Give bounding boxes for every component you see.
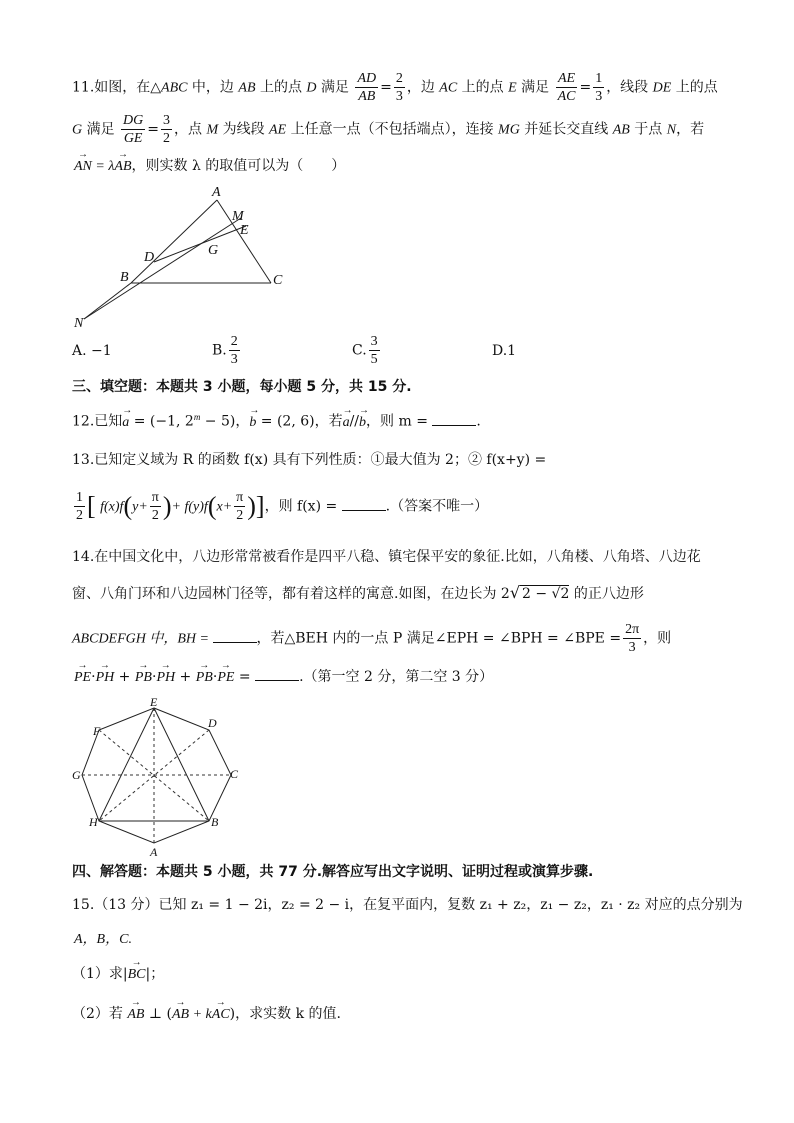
q11-text: AE <box>269 122 287 138</box>
segment-eb <box>154 708 209 821</box>
q12-line: 12.已知→ a = (−1, $2^m - 5$)，→ b = (2, 6)，若→ a//→ b，则 m = . <box>72 407 481 433</box>
answer-blank[interactable] <box>213 628 257 643</box>
vector-ph: → PH <box>96 668 115 688</box>
vector-ab: → AB <box>114 157 131 177</box>
q11-line2 <box>72 112 704 147</box>
fraction-3-2: $\frac{3}{2}$ <box>163 113 170 146</box>
fraction-dg-ge: $\frac{DG}{GE}$ <box>123 113 144 146</box>
vector-a: → a <box>122 413 129 433</box>
q11-text: = <box>147 121 159 138</box>
q15-line1: 15.（13 分）已知 z₁ = 1 − 2i，z₂ = 2 − i，在复平面内，复数 z₁ + z₂，z₁ − z₂，z₁ · z₂ 对应的点分别为 <box>72 897 743 913</box>
label-b: B <box>211 815 219 829</box>
section-4-heading: 四、解答题：本题共 5 小题，共 77 分.解答应写出文字说明、证明过程或演算步骤. <box>72 864 594 880</box>
vector-b: → b <box>359 413 366 433</box>
answer-blank[interactable] <box>255 666 299 681</box>
vector-pb: → PB <box>196 668 213 688</box>
q11-text: AB <box>612 122 630 138</box>
label-f: F <box>93 724 101 738</box>
label-e: E <box>240 223 249 238</box>
vector-ph: → PH <box>156 668 175 688</box>
q11-text: 于点 <box>629 121 667 138</box>
q11-text: D <box>306 80 317 96</box>
answer-blank[interactable] <box>432 411 476 426</box>
q11-text: 上的点 <box>671 79 718 96</box>
q15-part2: （2）若 → AB ⊥ (→ AB + k→ AC)，求实数 k 的值. <box>72 1004 341 1025</box>
label-c: C <box>230 767 239 781</box>
q11-text: ，线段 <box>606 79 653 96</box>
q11-text: ABC <box>161 80 188 96</box>
option-d[interactable]: D.1 <box>492 343 517 359</box>
q11-text: MG <box>498 122 520 138</box>
octagon-figure <box>66 696 256 860</box>
label-h: H <box>89 815 98 829</box>
label-c: C <box>273 273 283 288</box>
q14-line4: → PE·→ PH + → PB·→ PH + → PB·→ PE = .（第一空 2 分，第二空 3 分） <box>74 666 493 688</box>
q15-part1: （1）求|→ BC|； <box>72 964 164 985</box>
segment-eh <box>99 708 154 821</box>
q11-text: 满足 <box>516 79 550 96</box>
vector-bc: → BC <box>128 965 146 985</box>
option-c[interactable]: C. $\frac{3}{5}$ <box>352 334 378 367</box>
q11-text: = <box>380 79 392 96</box>
q13-line2: $\frac{1}{2}$ [ f(x)f(y+ $\frac{\pi}{2}$ )+ f(y)f(x+ $\frac{\pi}{2}$ )]，则 f(x) = .（答案不唯一） <box>76 490 489 523</box>
vector-pe: → PE <box>74 668 91 688</box>
q11-text: AB <box>238 80 256 96</box>
q14-line3: ABCDEFGH 中，BH = ，若△BEH 内的一点 P 满足∠EPH = ∠BPH = ∠BPE = $\frac{2\pi}{3}$ ，则 <box>72 622 672 655</box>
label-g: G <box>208 243 219 258</box>
label-b: B <box>120 270 129 285</box>
option-a[interactable]: A. −1 <box>72 343 112 359</box>
fraction-ae-ac: $\frac{AE}{AC}$ <box>557 71 576 104</box>
segment-ac <box>217 200 271 283</box>
q11-text: ，点 <box>174 121 207 138</box>
q11-text: = <box>579 79 592 96</box>
label-a: A <box>212 185 221 200</box>
q11-text: 满足 <box>316 79 349 96</box>
fraction-ad-ab: $\frac{AD}{AB}$ <box>357 71 377 104</box>
q11-text: 11.如图，在△ <box>72 79 162 96</box>
vector-ab: → AB <box>127 1005 144 1025</box>
section-3-heading: 三、填空题：本题共 3 小题，每小题 5 分，共 15 分. <box>72 379 412 395</box>
label-n: N <box>74 316 84 331</box>
q11-text: ，边 <box>406 79 440 96</box>
label-e: E <box>150 696 158 709</box>
label-d: D <box>144 250 155 265</box>
label-g: G <box>72 768 81 782</box>
q14-line2: 窗、八角门环和八边园林门径等，都有着这样的寓意.如图，在边长为 2√ 2 − √2 的正八边形 <box>72 583 644 602</box>
q11-text: 上任意一点（不包括端点），连接 <box>286 121 499 138</box>
q11-text: 中，边 <box>187 79 239 96</box>
q11-text: DE <box>652 80 672 96</box>
label-m: M <box>232 209 244 224</box>
answer-blank[interactable] <box>342 496 386 511</box>
fraction-2-3: $\frac{2}{3}$ <box>395 71 403 104</box>
label-a: A <box>150 845 158 859</box>
q11-text: AC <box>439 80 458 96</box>
q11-line3 <box>74 156 345 177</box>
vector-pe: → PE <box>217 668 234 688</box>
q11-text: G <box>72 122 83 138</box>
q13-line1: 13.已知定义域为 R 的函数 f(x) 具有下列性质：①最大值为 2；② f(x+y) = <box>72 452 547 468</box>
q11-text: = λ <box>91 159 115 174</box>
q14-line1: 14.在中国文化中，八边形常常被看作是四平八稳、镇宅保平安的象征.比如，八角楼、八角塔、八边花 <box>72 549 701 565</box>
q11-text: ，则实数 λ 的取值可以为（ ） <box>131 158 346 174</box>
vector-a: → a <box>343 413 350 433</box>
q11-text: 并延长交直线 <box>519 121 613 138</box>
q11-text: M <box>206 122 219 138</box>
fraction-1-3: $\frac{1}{3}$ <box>595 71 603 104</box>
q11-text: 为线段 <box>218 121 270 138</box>
label-d: D <box>208 716 217 730</box>
q15-line2: A，B，C. <box>74 932 132 947</box>
vector-pb: → PB <box>135 668 152 688</box>
q11-text: E <box>508 80 517 96</box>
q11-text: N <box>666 122 677 138</box>
q11-text: 满足 <box>82 121 115 138</box>
extension-bn <box>84 283 131 319</box>
option-b[interactable]: B. $\frac{2}{3}$ <box>212 334 238 367</box>
q11-text: 上的点 <box>457 79 509 96</box>
vector-ac: → AC <box>212 1005 230 1025</box>
q11-text: ，若 <box>676 121 705 138</box>
vector-ab: → AB <box>172 1005 189 1025</box>
q11-line1 <box>72 70 718 105</box>
triangle-figure <box>66 182 296 334</box>
vector-b: → b <box>249 413 256 433</box>
q11-text: 上的点 <box>255 79 307 96</box>
segment-nm <box>84 218 241 319</box>
vector-an: → AN <box>74 157 92 177</box>
